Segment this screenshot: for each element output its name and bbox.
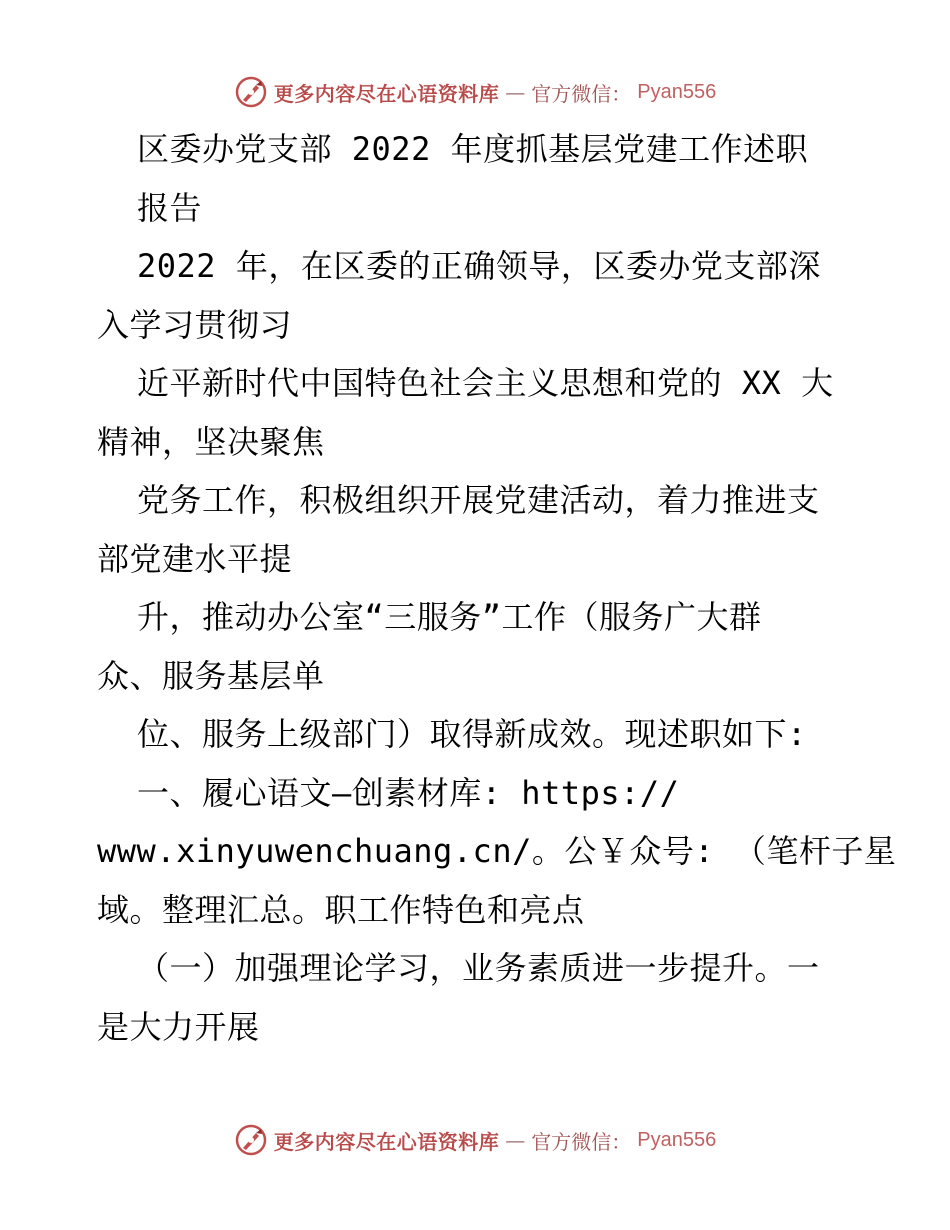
paragraph-line: 部党建水平提 — [97, 539, 293, 578]
banner-content — [234, 75, 716, 109]
paragraph-line: 是大力开展 — [97, 1007, 260, 1046]
paragraph-line: www.xinyuwenchuang.cn/。公￥众号: （笔杆子星 — [97, 832, 897, 870]
banner-main-text: 更多内容尽在心语资料库 — [273, 1129, 500, 1154]
footer-watermark-banner — [0, 1120, 950, 1160]
paragraph-line: 2022 年，在区委的正确领导，区委办党支部深 — [137, 247, 821, 285]
paragraph-line: 位、服务上级部门）取得新成效。现述职如下: — [137, 715, 807, 753]
document-body — [97, 120, 897, 1056]
paragraph-line: 近平新时代中国特色社会主义思想和党的 XX 大 — [137, 364, 834, 402]
title-line-2: 报告 — [137, 188, 203, 227]
paragraph-line: 升，推动办公室“三服务”工作（服务广大群 — [137, 598, 762, 636]
subsection-heading-line: （一）加强理论学习，业务素质进一步提升。一 — [137, 949, 820, 987]
banner-wechat-id: Pyan556 — [637, 80, 717, 103]
section-heading-line: 一、履心语文—创素材库: https:// — [137, 773, 680, 812]
banner-content — [234, 1123, 716, 1157]
paragraph-line: 域。整理汇总。职工作特色和亮点 — [97, 890, 585, 929]
banner-wechat-label: 官方微信： — [531, 1129, 632, 1154]
paragraph-line: 入学习贯彻习 — [97, 305, 293, 344]
banner-separator: — — [505, 1128, 526, 1152]
header-watermark-banner — [0, 72, 950, 112]
banner-separator: — — [505, 80, 526, 104]
banner-wechat-id: Pyan556 — [637, 1128, 717, 1151]
quill-logo-icon — [234, 1123, 268, 1157]
title-line-1: 区委办党支部 2022 年度抓基层党建工作述职 — [137, 130, 809, 168]
quill-logo-icon — [234, 75, 268, 109]
paragraph-line: 众、服务基层单 — [97, 656, 325, 695]
banner-main-text: 更多内容尽在心语资料库 — [273, 81, 500, 106]
banner-wechat-label: 官方微信： — [531, 81, 632, 106]
paragraph-line: 精神，坚决聚焦 — [97, 422, 325, 461]
paragraph-line: 党务工作，积极组织开展党建活动，着力推进支 — [137, 481, 820, 519]
